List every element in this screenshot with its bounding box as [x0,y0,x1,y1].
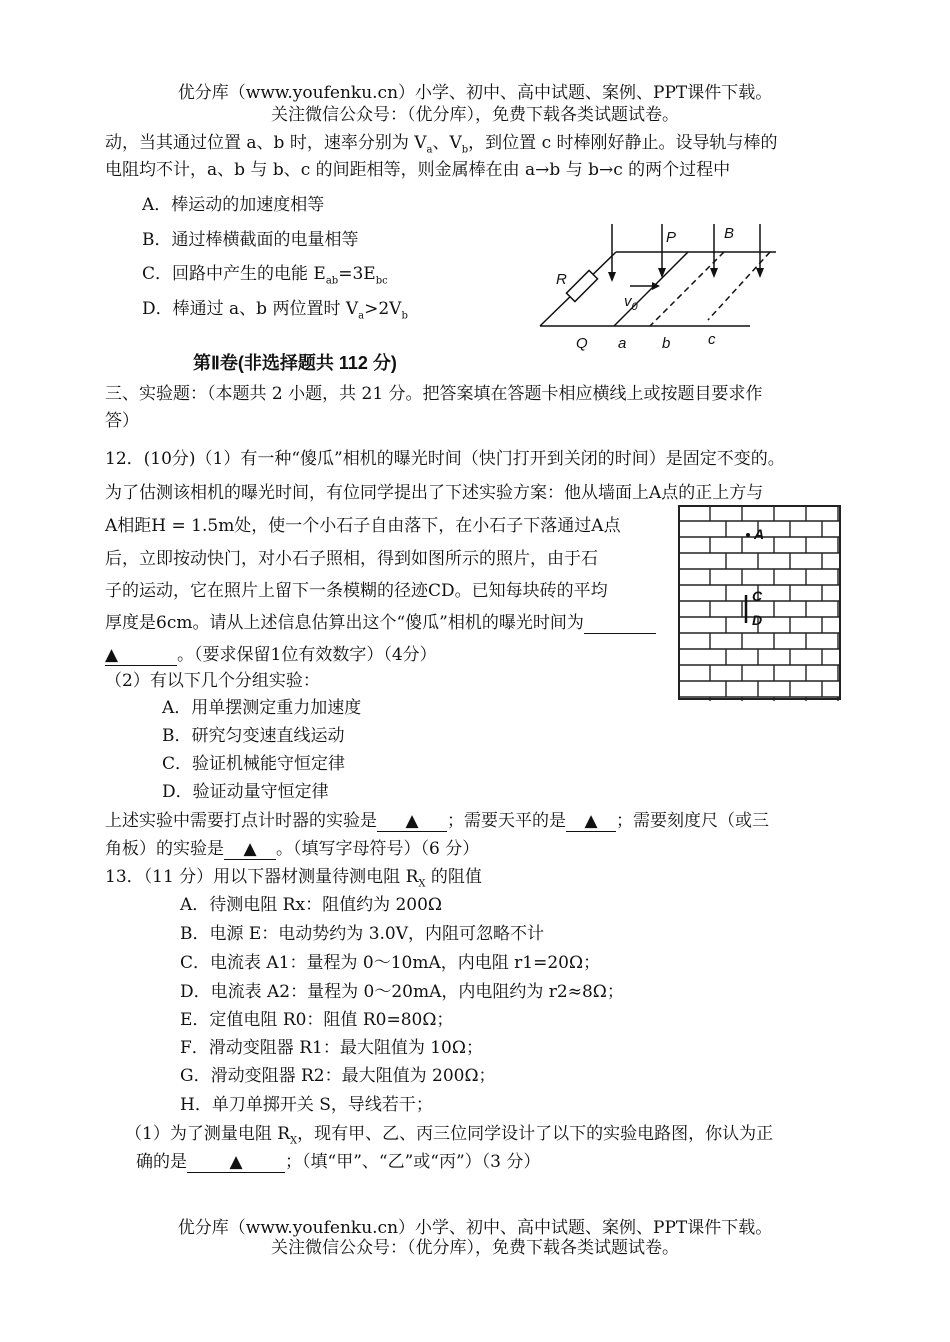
footer-line-1: 优分库（www.youfenku.cn）小学、初中、高中试题、案例、PPT课件下载。 [177,1218,773,1238]
q12-option-d: D．验证动量守恒定律 [162,782,329,802]
q13-answer-blank[interactable]: ▲ [187,1152,285,1173]
arrowhead-2 [658,268,666,278]
q13-item-f: F．滑动变阻器 R1：最大阻值为 10Ω； [180,1038,483,1058]
footer-line-2: 关注微信公众号：（优分库），免费下载各类试题试卷。 [271,1238,679,1258]
q12-answer-blank-1[interactable]: ▲ [105,645,177,666]
point-A-marker [746,533,750,537]
q12-line-6: 厚度是6cm。请从上述信息估算出这个“傻瓜”相机的曝光时间为 [105,608,656,634]
label-a: a [618,335,627,352]
q12-line-2: 为了估测该相机的曝光时间，有位同学提出了下述实验方案：他从墙面上A点的正上方与 [105,483,764,503]
brick-wall-figure [678,505,841,701]
section-2-title: 第Ⅱ卷(非选择题共 112 分) [193,353,397,373]
part3-line-2: 答） [105,411,139,431]
arrowhead-1 [608,272,616,282]
q12-option-a: A．用单摆测定重力加速度 [162,698,362,718]
label-D: D [752,612,763,628]
q12-answer-line-1: 上述实验中需要打点计时器的实验是 ▲ ；需要天平的是 ▲ ；需要刻度尺（或三 [105,811,769,831]
q11-line-1: 动，当其通过位置 a、b 时，速率分别为 $V_a$、$V_b$，到位置 c 时棒刚好静止。设导轨与棒的 [105,133,778,156]
q13-item-a: A．待测电阻 Rx：阻值约为 200Ω [180,895,443,915]
resistor-R [566,270,597,301]
q13-item-b: B．电源 E：电动势约为 3.0V，内阻可忽略不计 [180,924,545,944]
q13-item-d: D．电流表 A2：量程为 0～20mA，内电阻约为 r2≈8Ω； [180,982,624,1002]
label-B: B [724,225,735,242]
label-b: b [662,335,671,352]
q13-item-g: G．滑动变阻器 R2：最大阻值为 200Ω； [180,1066,496,1086]
q12-answer-line-2: 角板）的实验是 ▲ 。（填写字母符号）（6 分） [105,839,480,859]
header-line-1: 优分库（www.youfenku.cn）小学、初中、高中试题、案例、PPT课件下载。 [177,83,773,103]
label-v0: $v_0$ [624,293,638,313]
q12-line-1: 12．(10分)（1）有一种“傻瓜”相机的曝光时间（快门打开到关闭的时间）是固定不变的。 [105,449,785,469]
label-c: c [708,331,716,348]
q11-option-a: A．棒运动的加速度相等 [142,195,325,215]
header-line-2: 关注微信公众号：（优分库），免费下载各类试题试卷。 [271,105,679,125]
label-C: C [752,588,763,604]
q12-answer-blank-3[interactable]: ▲ [566,811,616,832]
q13-sub1-line-2: 确的是 ▲ ；（填“甲”、“乙”或“丙”）（3 分） [136,1152,541,1172]
label-A: A [754,526,765,542]
q12-line-5: 子的运动，它在照片上留下一条模糊的径迹CD。已知每块砖的平均 [105,581,608,601]
q13-item-h: H．单刀单掷开关 S，导线若干； [180,1095,433,1115]
q12-answer-blank-4[interactable]: ▲ [224,839,276,860]
label-P: P [666,229,677,246]
label-Q: Q [576,335,588,352]
q13-item-c: C．电流表 A1：量程为 0～10mA，内电阻 r1=20Ω； [180,953,601,973]
q13-sub1-line-1: （1）为了测量电阻 $R_X$，现有甲、乙、丙三位同学设计了以下的实验电路图，你认为正 [125,1124,774,1147]
label-R: R [556,271,567,288]
arrowhead-4 [756,268,764,278]
rails-figure [538,220,778,355]
q12-line-4: 后，立即按动快门，对小石子照相，得到如图所示的照片，由于石 [105,549,598,569]
q11-option-c: C．回路中产生的电能 $E_{ab}=3E_{bc}$ [142,264,388,287]
q12-line-3: A相距H = 1.5m处，使一个小石子自由落下，在小石子下落通过A点 [105,516,621,536]
part3-line-1: 三、实验题：（本题共 2 小题，共 21 分。把答案填在答题卡相应横线上或按题目要求作 [105,384,763,404]
q13-title: 13．（11 分）用以下器材测量待测电阻 $R_X$ 的阻值 [105,867,482,890]
q12-line-7: ▲ 。（要求保留1位有效数字）（4分） [105,645,437,665]
q11-option-b: B．通过棒横截面的电量相等 [142,230,359,250]
q11-line-2: 电阻均不计，a、b 与 b、c 的间距相等，则金属棒在由 a→b 与 b→c 的两个过程中 [105,160,731,180]
arrowhead-3 [710,268,718,278]
q12-option-b: B．研究匀变速直线运动 [162,726,345,746]
metal-rod [614,252,688,326]
q13-item-e: E．定值电阻 R0：阻值 R0=80Ω； [180,1010,454,1030]
q12-part-2: （2）有以下几个分组实验： [105,671,320,691]
q11-option-d: D．棒通过 a、b 两位置时 $V_a>2V_b$ [142,299,408,322]
q12-option-c: C．验证机械能守恒定律 [162,754,346,774]
q12-answer-blank-2[interactable]: ▲ [377,811,447,832]
